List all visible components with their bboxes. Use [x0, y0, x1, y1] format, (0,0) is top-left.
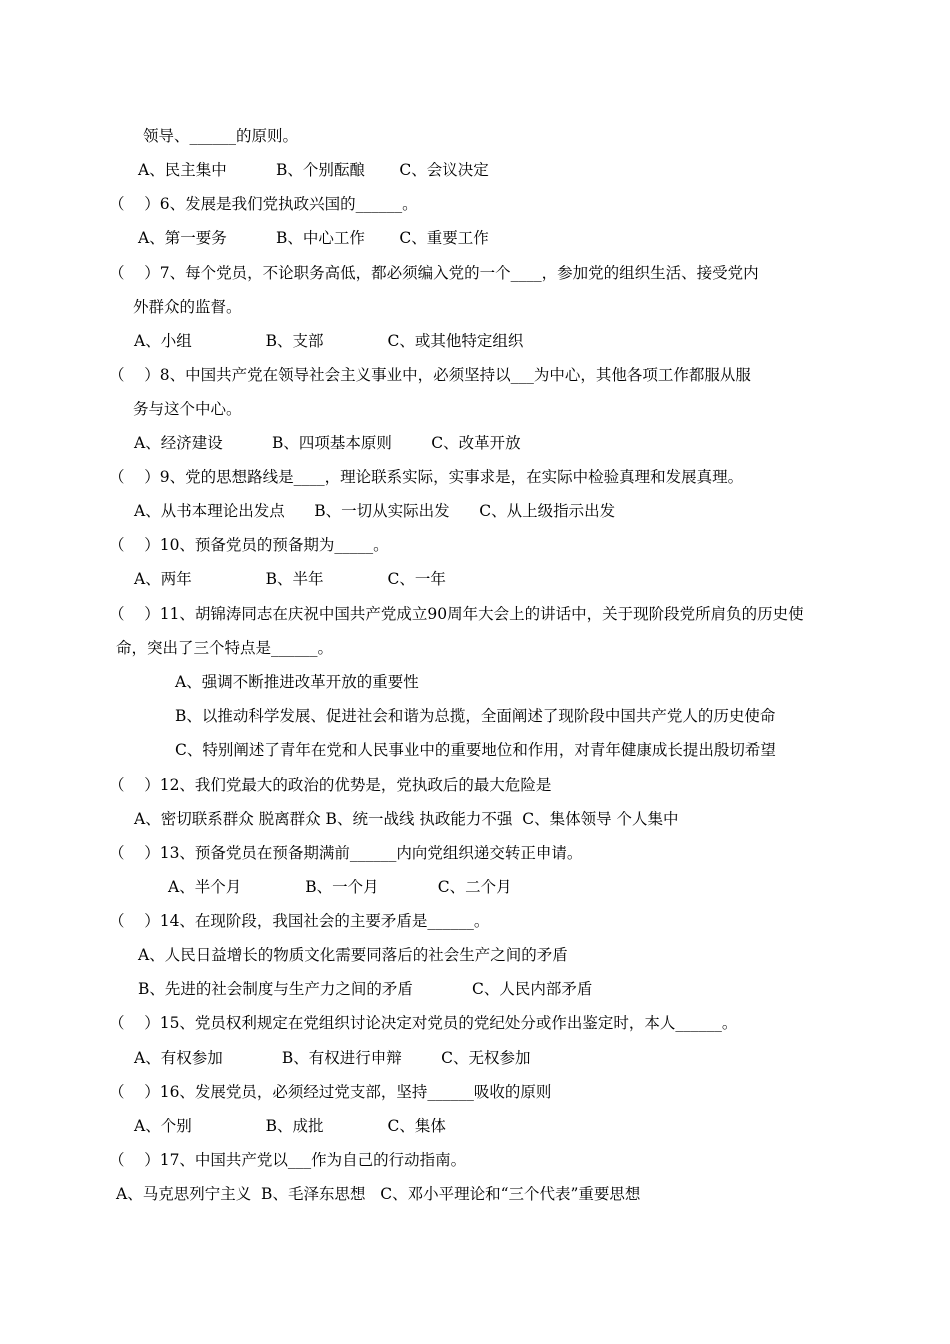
- text-line: 命，突出了三个特点是______。: [116, 639, 334, 657]
- q7-stem: [109, 263, 759, 283]
- q6-options: [138, 228, 489, 248]
- q13-stem: [109, 843, 582, 863]
- q11-option-a: [175, 672, 419, 692]
- q5-options: [138, 160, 489, 180]
- q10-stem: [109, 535, 389, 555]
- text-line: A、民主集中 B、个别酝酿 C、会议决定: [138, 161, 489, 179]
- q17-options: [116, 1184, 640, 1204]
- text-line: （ ）8、中国共产党在领导社会主义事业中，必须坚持以___为中心，其他各项工作都服从服: [109, 366, 751, 384]
- q11-stem-cont: [116, 638, 333, 658]
- q14-option-a: [138, 945, 568, 965]
- text-line: B、先进的社会制度与生产力之间的矛盾 C、人民内部矛盾: [138, 980, 593, 998]
- text-line: A、马克思列宁主义 B、毛泽东思想 C、邓小平理论和“三个代表”重要思想: [116, 1185, 641, 1203]
- q6-stem: [109, 194, 418, 214]
- text-line: （ ）9、党的思想路线是____，理论联系实际，实事求是，在实际中检验真理和发展真理。: [109, 468, 744, 486]
- q10-options: [134, 569, 446, 589]
- text-line: （ ）7、每个党员，不论职务高低，都必须编入党的一个____，参加党的组织生活、接受党内: [109, 264, 759, 282]
- q13-options: [168, 877, 512, 897]
- q7-stem-cont: [133, 297, 242, 317]
- text-line: A、小组 B、支部 C、或其他特定组织: [134, 332, 524, 350]
- q16-stem: [109, 1082, 551, 1102]
- text-line: A、经济建设 B、四项基本原则 C、改革开放: [134, 434, 521, 452]
- q12-options: [134, 809, 679, 829]
- text-line: A、第一要务 B、中心工作 C、重要工作: [138, 229, 489, 247]
- q8-options: [134, 433, 521, 453]
- text-line: （ ）16、发展党员，必须经过党支部，坚持______吸收的原则: [109, 1083, 552, 1101]
- q11-option-c: [175, 740, 776, 760]
- text-line: C、特别阐述了青年在党和人民事业中的重要地位和作用，对青年健康成长提出殷切希望: [175, 741, 776, 759]
- text-line: （ ）17、中国共产党以___作为自己的行动指南。: [109, 1151, 467, 1169]
- q8-stem: [109, 365, 751, 385]
- q11-stem: [109, 604, 804, 624]
- q9-options: [134, 501, 615, 521]
- q11-option-b: [175, 706, 775, 726]
- text-line: A、个别 B、成批 C、集体: [134, 1117, 446, 1135]
- text-line: （ ）13、预备党员在预备期满前______内向党组织递交转正申请。: [109, 844, 583, 862]
- q15-stem: [109, 1013, 737, 1033]
- q8-stem-cont: [133, 399, 242, 419]
- q7-options: [134, 331, 523, 351]
- text-line: 务与这个中心。: [133, 400, 242, 418]
- q14-options-bc: [138, 979, 592, 999]
- text-line: A、有权参加 B、有权进行申辩 C、无权参加: [134, 1049, 531, 1067]
- text-line: A、强调不断推进改革开放的重要性: [175, 673, 419, 691]
- q14-stem: [109, 911, 489, 931]
- text-line: A、密切联系群众 脱离群众 B、统一战线 执政能力不强 C、集体领导 个人集中: [134, 810, 679, 828]
- q12-stem: [109, 775, 551, 795]
- q16-options: [134, 1116, 446, 1136]
- text-line: （ ）11、胡锦涛同志在庆祝中国共产党成立90周年大会上的讲话中，关于现阶段党所肩负的历史使: [109, 605, 804, 623]
- text-line: （ ）10、预备党员的预备期为_____。: [109, 536, 389, 554]
- text-line: 外群众的监督。: [133, 298, 242, 316]
- q15-options: [134, 1048, 531, 1068]
- q5-continuation: [143, 126, 298, 146]
- q17-stem: [109, 1150, 466, 1170]
- text-line: A、两年 B、半年 C、一年: [134, 570, 446, 588]
- text-line: A、半个月 B、一个月 C、二个月: [168, 878, 512, 896]
- text-line: （ ）15、党员权利规定在党组织讨论决定对党员的党纪处分或作出鉴定时，本人______。: [109, 1014, 738, 1032]
- text-line: A、从书本理论出发点 B、一切从实际出发 C、从上级指示出发: [134, 502, 616, 520]
- text-line: B、以推动科学发展、促进社会和谐为总揽，全面阐述了现阶段中国共产党人的历史使命: [175, 707, 776, 725]
- text-line: （ ）14、在现阶段，我国社会的主要矛盾是______。: [109, 912, 490, 930]
- q9-stem: [109, 467, 743, 487]
- text-line: （ ）12、我们党最大的政治的优势是，党执政后的最大危险是: [109, 776, 552, 794]
- text-line: （ ）6、发展是我们党执政兴国的______。: [109, 195, 418, 213]
- text-line: A、人民日益增长的物质文化需要同落后的社会生产之间的矛盾: [138, 946, 568, 964]
- text-line: 领导、______的原则。: [143, 127, 299, 145]
